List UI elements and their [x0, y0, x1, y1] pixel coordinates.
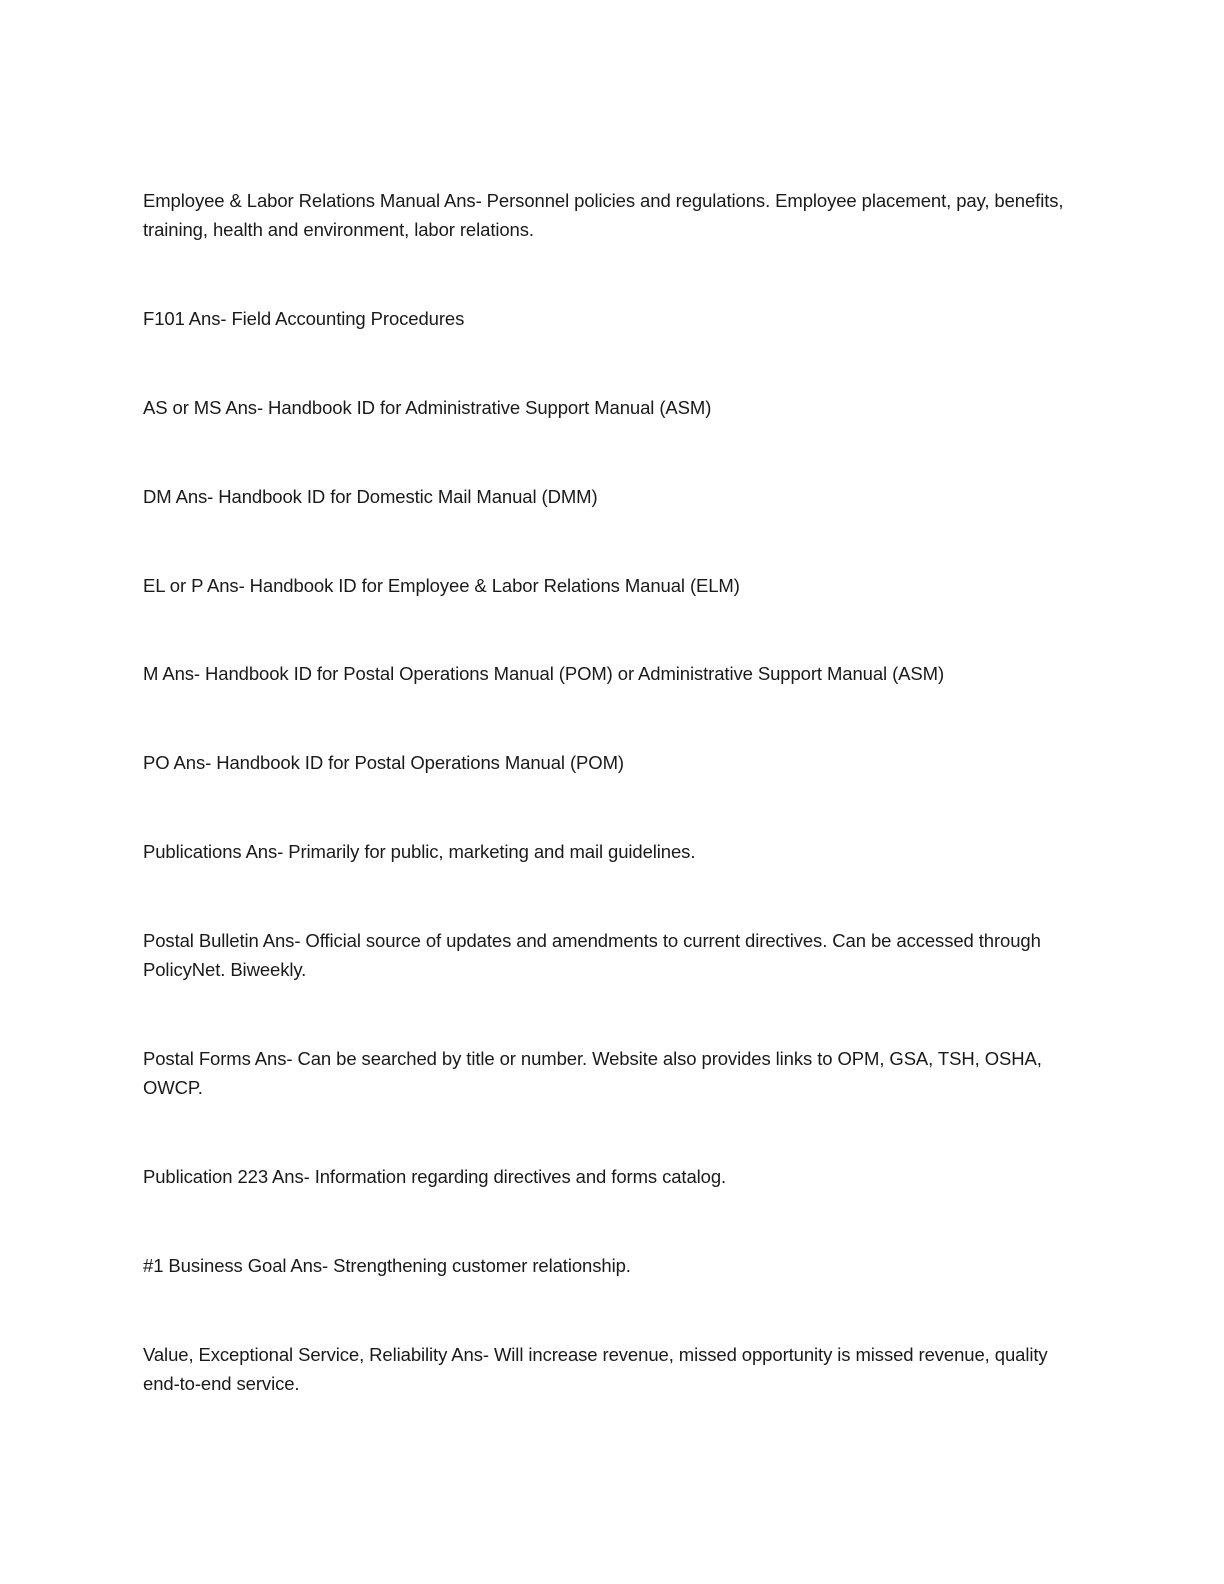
entry-postal-forms: Postal Forms Ans- Can be searched by title or number. Website also provides links to OPM, GSA, TSH, OSHA, OWCP.	[143, 1048, 1042, 1098]
entry-business-goal: #1 Business Goal Ans- Strengthening customer relationship.	[143, 1255, 631, 1276]
entry-po: PO Ans- Handbook ID for Postal Operations Manual (POM)	[143, 752, 624, 773]
entry-dm: DM Ans- Handbook ID for Domestic Mail Manual (DMM)	[143, 486, 598, 507]
entry-value-service-reliability: Value, Exceptional Service, Reliability Ans- Will increase revenue, missed opportunity is missed revenue, quality end-to-end service.	[143, 1344, 1048, 1394]
entry-m: M Ans- Handbook ID for Postal Operations Manual (POM) or Administrative Support Manual (ASM)	[143, 663, 945, 684]
entry-publication-223: Publication 223 Ans- Information regarding directives and forms catalog.	[143, 1166, 727, 1187]
entry-as-or-ms: AS or MS Ans- Handbook ID for Administrative Support Manual (ASM)	[143, 397, 712, 418]
entry-employee-labor-relations-manual: Employee & Labor Relations Manual Ans- Personnel policies and regulations. Employee placement, pay, benefits, training, health and environment, labor relations.	[143, 190, 1064, 240]
entry-publications: Publications Ans- Primarily for public, marketing and mail guidelines.	[143, 841, 696, 862]
entry-el-or-p: EL or P Ans- Handbook ID for Employee & Labor Relations Manual (ELM)	[143, 575, 740, 596]
entry-postal-bulletin: Postal Bulletin Ans- Official source of updates and amendments to current directives. Can be accessed through PolicyNet. Biweekly.	[143, 930, 1041, 980]
entry-f101: F101 Ans- Field Accounting Procedures	[143, 308, 465, 329]
